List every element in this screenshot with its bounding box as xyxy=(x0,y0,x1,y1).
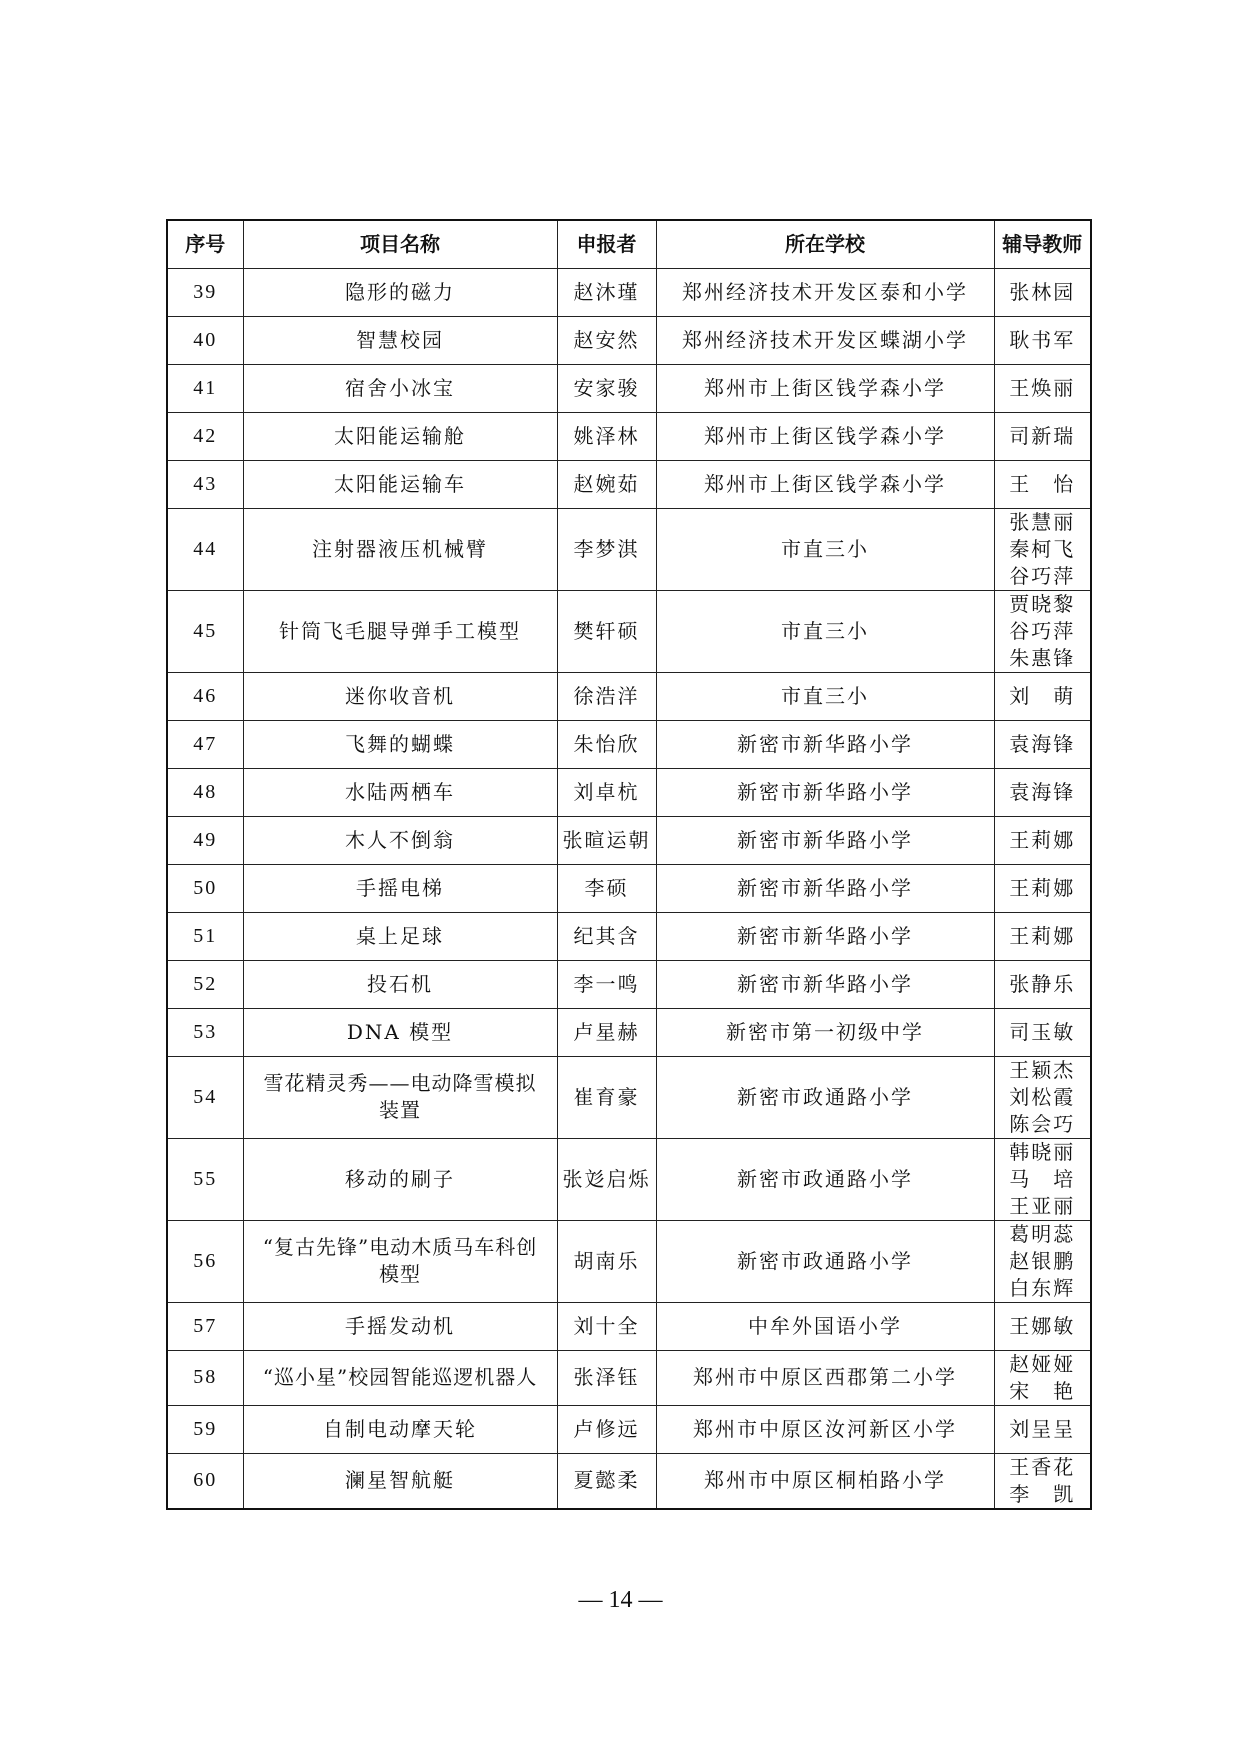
row-school: 郑州市上街区钱学森小学 xyxy=(656,460,994,508)
table-row xyxy=(167,1138,1091,1220)
row-teachers xyxy=(994,1350,1091,1405)
row-project: 澜星智航艇 xyxy=(243,1453,557,1509)
row-school: 郑州市中原区西郡第二小学 xyxy=(656,1350,994,1405)
row-project: 针筒飞毛腿导弹手工模型 xyxy=(243,590,557,672)
teacher-name: 谷巧萍 xyxy=(1009,618,1076,643)
teacher-name: 王颖杰 xyxy=(1009,1057,1076,1082)
page-number: — 14 — xyxy=(578,1587,663,1613)
row-teachers xyxy=(994,508,1091,590)
row-applicant: 张泽钰 xyxy=(557,1350,656,1405)
row-project: “复古先锋”电动木质马车科创模型 xyxy=(243,1220,557,1302)
row-project: 投石机 xyxy=(243,960,557,1008)
row-applicant: 樊轩硕 xyxy=(557,590,656,672)
teacher-name: 王香花 xyxy=(1009,1454,1076,1479)
row-teachers xyxy=(994,364,1091,412)
row-teachers xyxy=(994,1138,1091,1220)
row-project: 木人不倒翁 xyxy=(243,816,557,864)
teacher-name: 宋 艳 xyxy=(1009,1378,1076,1403)
table-row xyxy=(167,1350,1091,1405)
teacher-name: 刘呈呈 xyxy=(1009,1416,1076,1441)
row-school: 新密市政通路小学 xyxy=(656,1056,994,1138)
teacher-name: 王亚丽 xyxy=(1009,1193,1076,1218)
teacher-name: 袁海锋 xyxy=(1009,779,1076,804)
row-no: 42 xyxy=(167,412,243,460)
row-teachers xyxy=(994,672,1091,720)
row-no: 54 xyxy=(167,1056,243,1138)
teacher-name: 陈会巧 xyxy=(1009,1111,1076,1136)
row-project: 隐形的磁力 xyxy=(243,268,557,316)
teacher-name: 王娜敏 xyxy=(1009,1313,1076,1338)
table-row xyxy=(167,1008,1091,1056)
table-row xyxy=(167,1405,1091,1453)
row-no: 60 xyxy=(167,1453,243,1509)
row-project: 自制电动摩天轮 xyxy=(243,1405,557,1453)
row-project: 智慧校园 xyxy=(243,316,557,364)
teacher-name: 秦柯飞 xyxy=(1009,536,1076,561)
teacher-name: 朱惠锋 xyxy=(1009,645,1076,670)
row-project: 注射器液压机械臂 xyxy=(243,508,557,590)
row-teachers xyxy=(994,720,1091,768)
row-applicant: 安家骏 xyxy=(557,364,656,412)
row-no: 49 xyxy=(167,816,243,864)
row-applicant: 纪其含 xyxy=(557,912,656,960)
table-row xyxy=(167,316,1091,364)
row-teachers xyxy=(994,316,1091,364)
row-no: 52 xyxy=(167,960,243,1008)
teacher-name: 白东辉 xyxy=(1009,1275,1076,1300)
row-school: 新密市新华路小学 xyxy=(656,912,994,960)
header-teacher: 辅导教师 xyxy=(994,220,1091,268)
row-applicant: 卢修远 xyxy=(557,1405,656,1453)
row-project: “巡小星”校园智能巡逻机器人 xyxy=(243,1350,557,1405)
row-teachers xyxy=(994,960,1091,1008)
row-no: 45 xyxy=(167,590,243,672)
table-row xyxy=(167,1302,1091,1350)
row-applicant: 张暄运朝 xyxy=(557,816,656,864)
row-school: 市直三小 xyxy=(656,508,994,590)
teacher-name: 贾晓黎 xyxy=(1009,591,1076,616)
row-applicant: 朱怡欣 xyxy=(557,720,656,768)
row-school: 郑州市中原区汝河新区小学 xyxy=(656,1405,994,1453)
row-teachers xyxy=(994,460,1091,508)
row-no: 39 xyxy=(167,268,243,316)
header-applicant: 申报者 xyxy=(557,220,656,268)
teacher-name: 王莉娜 xyxy=(1009,875,1076,900)
row-project: 桌上足球 xyxy=(243,912,557,960)
row-no: 55 xyxy=(167,1138,243,1220)
table-row xyxy=(167,1220,1091,1302)
row-school: 新密市第一初级中学 xyxy=(656,1008,994,1056)
teacher-name: 刘松霞 xyxy=(1009,1084,1076,1109)
teacher-name: 葛明蕊 xyxy=(1009,1221,1076,1246)
row-applicant: 卢星赫 xyxy=(557,1008,656,1056)
row-applicant: 赵安然 xyxy=(557,316,656,364)
row-teachers xyxy=(994,912,1091,960)
row-applicant: 刘十全 xyxy=(557,1302,656,1350)
row-school: 市直三小 xyxy=(656,672,994,720)
teacher-name: 赵娅娅 xyxy=(1009,1351,1076,1376)
row-applicant: 李一鸣 xyxy=(557,960,656,1008)
row-applicant: 李梦淇 xyxy=(557,508,656,590)
row-applicant: 张彣启烁 xyxy=(557,1138,656,1220)
row-no: 43 xyxy=(167,460,243,508)
table-row xyxy=(167,1056,1091,1138)
teacher-name: 刘 萌 xyxy=(1009,683,1076,708)
table-row xyxy=(167,672,1091,720)
row-no: 41 xyxy=(167,364,243,412)
row-applicant: 崔育豪 xyxy=(557,1056,656,1138)
row-teachers xyxy=(994,412,1091,460)
row-project: 迷你收音机 xyxy=(243,672,557,720)
row-school: 郑州市上街区钱学森小学 xyxy=(656,364,994,412)
row-applicant: 赵沐瑾 xyxy=(557,268,656,316)
row-teachers xyxy=(994,1302,1091,1350)
row-school: 新密市政通路小学 xyxy=(656,1220,994,1302)
row-school: 中牟外国语小学 xyxy=(656,1302,994,1350)
table-header-row xyxy=(167,220,1091,268)
header-school: 所在学校 xyxy=(656,220,994,268)
row-project: 太阳能运输车 xyxy=(243,460,557,508)
row-school: 新密市新华路小学 xyxy=(656,864,994,912)
teacher-name: 耿书军 xyxy=(1009,327,1076,352)
row-applicant: 赵婉茹 xyxy=(557,460,656,508)
row-applicant: 徐浩洋 xyxy=(557,672,656,720)
row-school: 郑州经济技术开发区蝶湖小学 xyxy=(656,316,994,364)
teacher-name: 司新瑞 xyxy=(1009,423,1076,448)
row-teachers xyxy=(994,1405,1091,1453)
row-applicant: 胡南乐 xyxy=(557,1220,656,1302)
row-project: 飞舞的蝴蝶 xyxy=(243,720,557,768)
row-teachers xyxy=(994,1008,1091,1056)
table-body xyxy=(167,268,1091,1509)
row-project: 太阳能运输舱 xyxy=(243,412,557,460)
row-no: 51 xyxy=(167,912,243,960)
row-no: 53 xyxy=(167,1008,243,1056)
teacher-name: 王 怡 xyxy=(1009,471,1076,496)
row-teachers xyxy=(994,1056,1091,1138)
row-school: 新密市新华路小学 xyxy=(656,768,994,816)
table-row xyxy=(167,768,1091,816)
row-applicant: 夏懿柔 xyxy=(557,1453,656,1509)
table-row xyxy=(167,508,1091,590)
row-school: 新密市新华路小学 xyxy=(656,816,994,864)
project-table xyxy=(166,219,1092,1510)
row-teachers xyxy=(994,1453,1091,1509)
row-applicant: 李硕 xyxy=(557,864,656,912)
table-row xyxy=(167,816,1091,864)
table-row xyxy=(167,912,1091,960)
teacher-name: 张慧丽 xyxy=(1009,509,1076,534)
row-teachers xyxy=(994,1220,1091,1302)
row-school: 新密市新华路小学 xyxy=(656,720,994,768)
table-row xyxy=(167,960,1091,1008)
row-no: 44 xyxy=(167,508,243,590)
teacher-name: 张静乐 xyxy=(1009,971,1076,996)
row-project: 手摇发动机 xyxy=(243,1302,557,1350)
table-row xyxy=(167,864,1091,912)
row-project: DNA 模型 xyxy=(243,1008,557,1056)
table-row xyxy=(167,364,1091,412)
row-project: 手摇电梯 xyxy=(243,864,557,912)
row-applicant: 刘卓杭 xyxy=(557,768,656,816)
row-school: 郑州经济技术开发区泰和小学 xyxy=(656,268,994,316)
row-school: 郑州市上街区钱学森小学 xyxy=(656,412,994,460)
header-no: 序号 xyxy=(167,220,243,268)
teacher-name: 王莉娜 xyxy=(1009,923,1076,948)
row-applicant: 姚泽林 xyxy=(557,412,656,460)
row-school: 郑州市中原区桐柏路小学 xyxy=(656,1453,994,1509)
teacher-name: 赵银鹏 xyxy=(1009,1248,1076,1273)
teacher-name: 袁海锋 xyxy=(1009,731,1076,756)
row-no: 57 xyxy=(167,1302,243,1350)
row-no: 50 xyxy=(167,864,243,912)
row-school: 新密市新华路小学 xyxy=(656,960,994,1008)
row-no: 48 xyxy=(167,768,243,816)
row-teachers xyxy=(994,268,1091,316)
row-school: 新密市政通路小学 xyxy=(656,1138,994,1220)
row-school: 市直三小 xyxy=(656,590,994,672)
teacher-name: 李 凯 xyxy=(1009,1481,1076,1506)
table-row xyxy=(167,268,1091,316)
row-project: 雪花精灵秀——电动降雪模拟装置 xyxy=(243,1056,557,1138)
row-no: 47 xyxy=(167,720,243,768)
table-row xyxy=(167,720,1091,768)
row-no: 59 xyxy=(167,1405,243,1453)
table-row xyxy=(167,412,1091,460)
table-row xyxy=(167,590,1091,672)
row-project: 移动的刷子 xyxy=(243,1138,557,1220)
row-teachers xyxy=(994,590,1091,672)
header-project: 项目名称 xyxy=(243,220,557,268)
row-no: 56 xyxy=(167,1220,243,1302)
teacher-name: 韩晓丽 xyxy=(1009,1139,1076,1164)
teacher-name: 王焕丽 xyxy=(1009,375,1076,400)
table-row xyxy=(167,1453,1091,1509)
row-teachers xyxy=(994,768,1091,816)
teacher-name: 司玉敏 xyxy=(1009,1019,1076,1044)
teacher-name: 谷巧萍 xyxy=(1009,563,1076,588)
teacher-name: 王莉娜 xyxy=(1009,827,1076,852)
teacher-name: 马 培 xyxy=(1009,1166,1076,1191)
row-no: 46 xyxy=(167,672,243,720)
row-no: 40 xyxy=(167,316,243,364)
row-project: 水陆两栖车 xyxy=(243,768,557,816)
teacher-name: 张林园 xyxy=(1009,279,1076,304)
table-row xyxy=(167,460,1091,508)
row-no: 58 xyxy=(167,1350,243,1405)
row-teachers xyxy=(994,816,1091,864)
row-teachers xyxy=(994,864,1091,912)
row-project: 宿舍小冰宝 xyxy=(243,364,557,412)
